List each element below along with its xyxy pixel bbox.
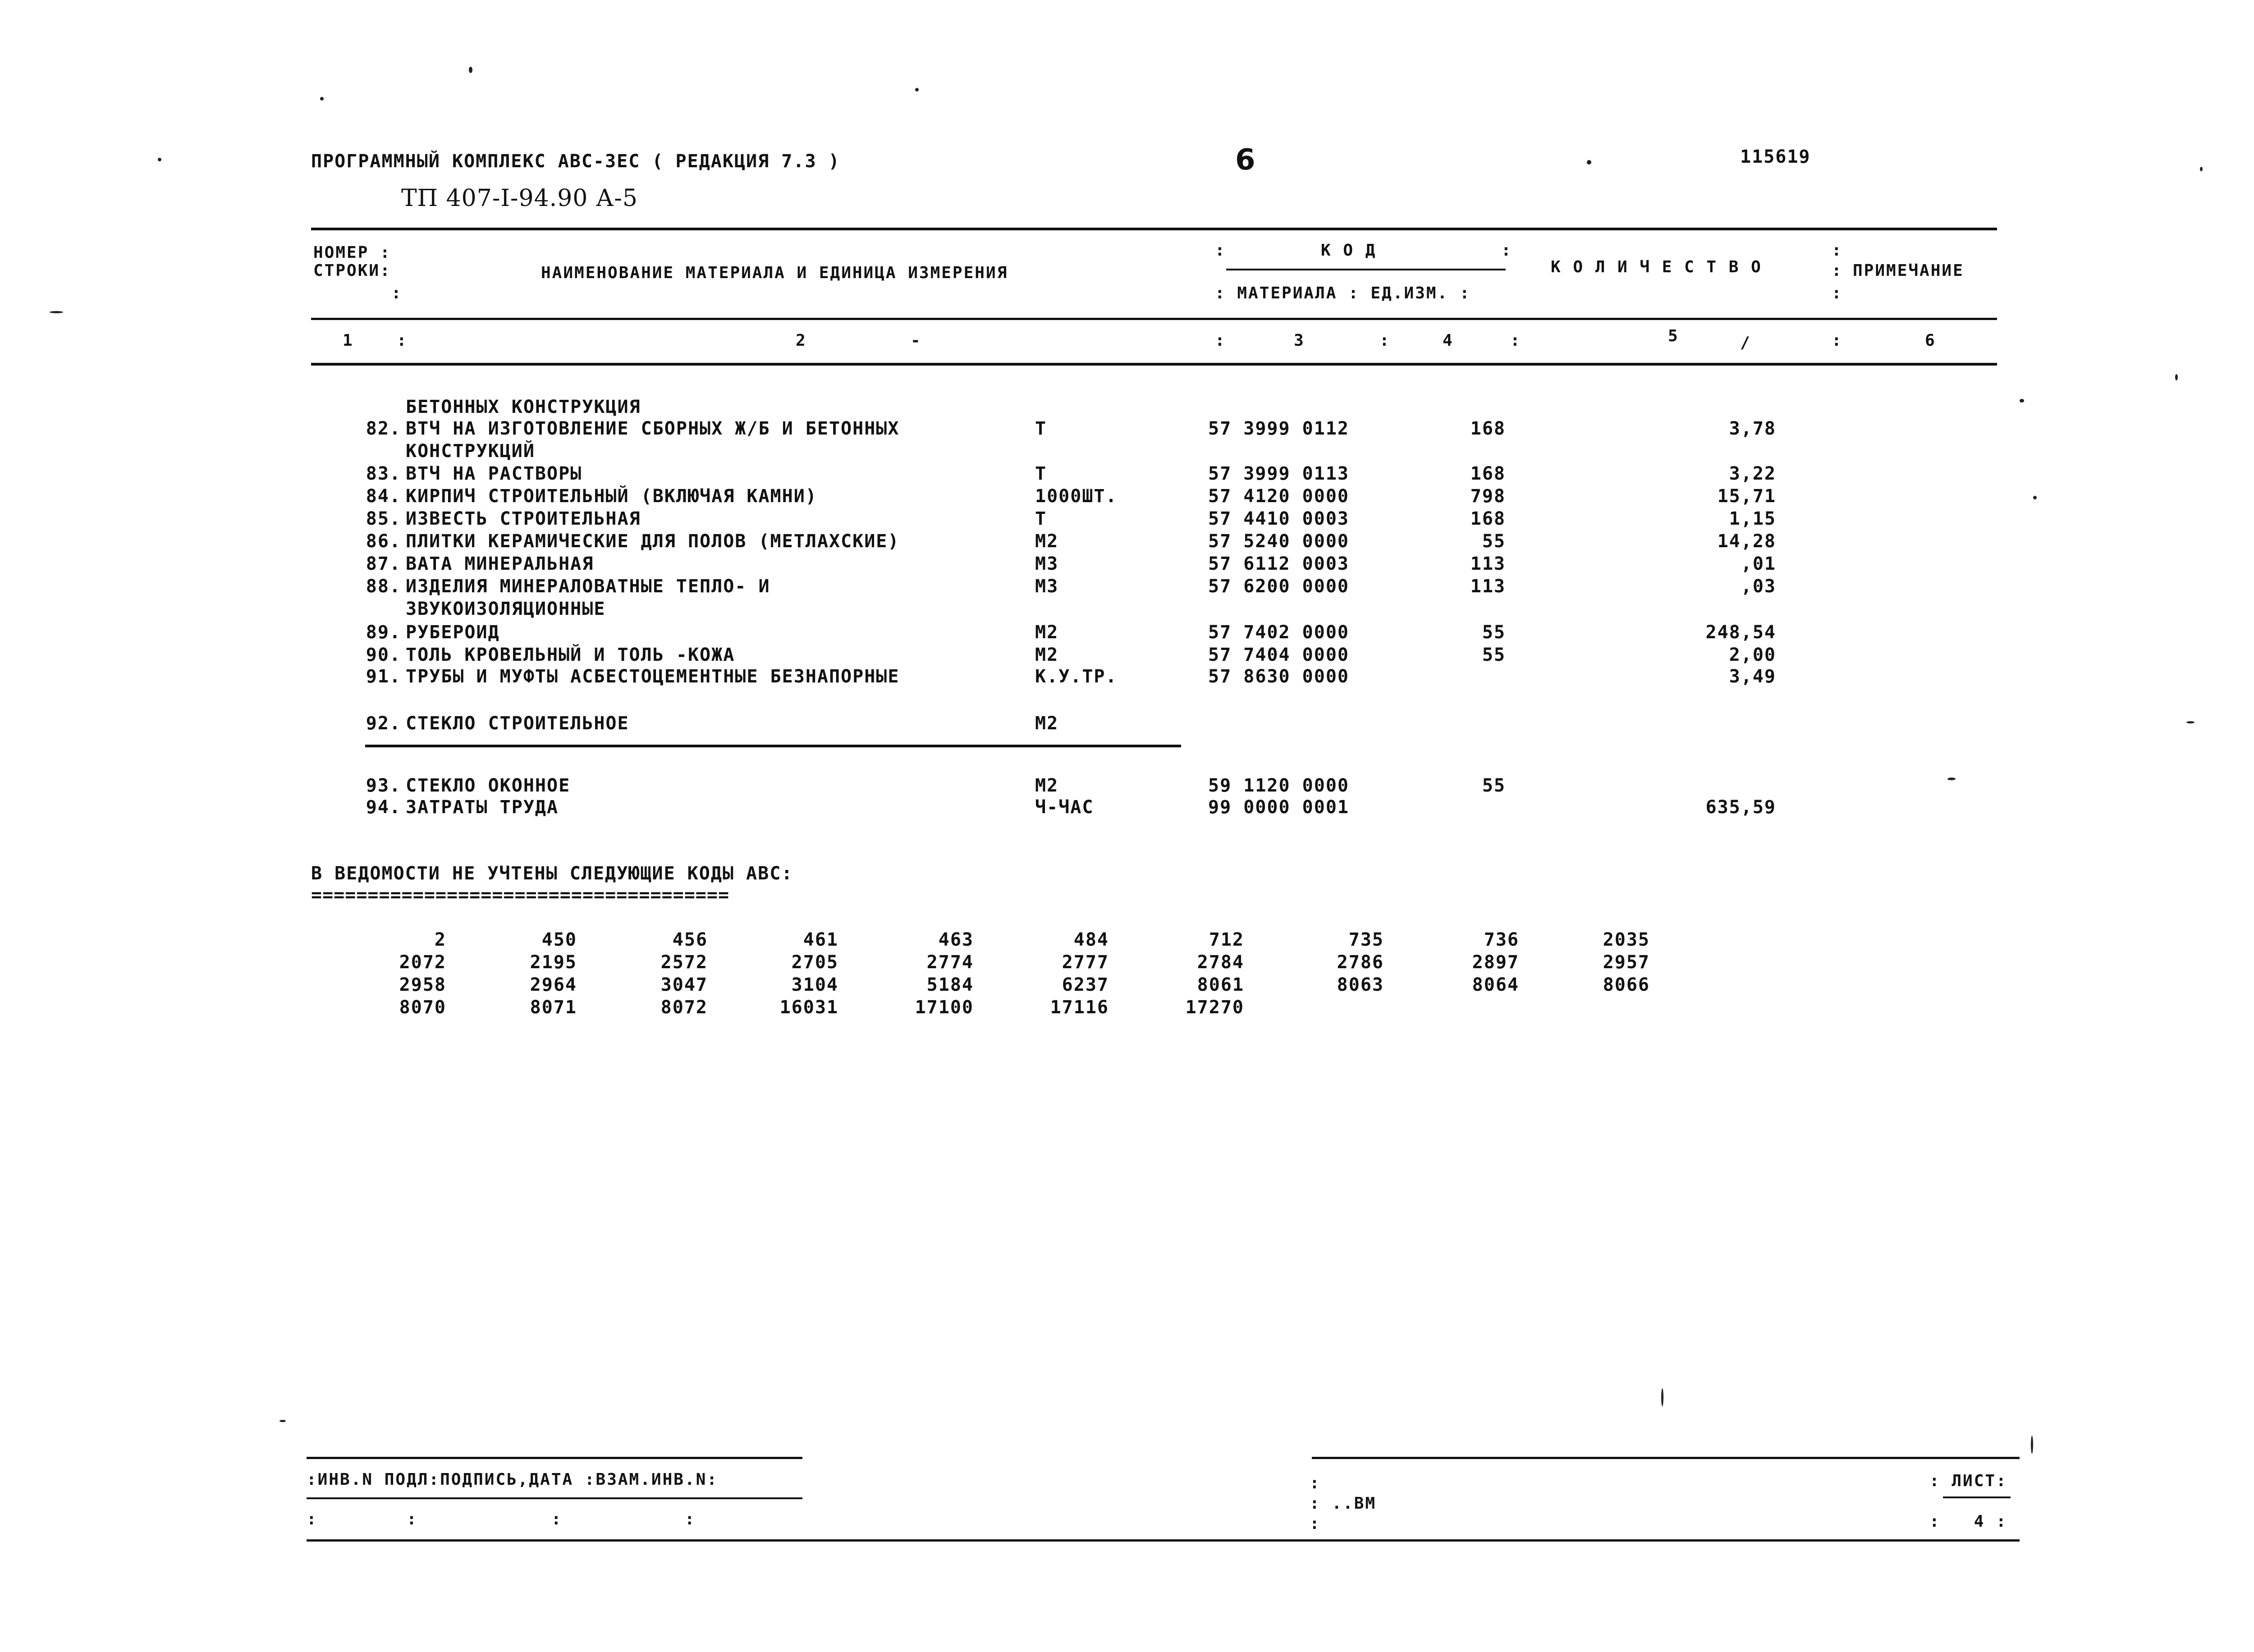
row-name: КИРПИЧ СТРОИТЕЛЬНЫЙ (ВКЛЮЧАЯ КАМНИ) bbox=[406, 486, 817, 507]
colnum-sep-2: : bbox=[1215, 331, 1226, 350]
code-value: 6237 bbox=[1062, 975, 1109, 995]
code-value: 2957 bbox=[1603, 952, 1650, 973]
row-no-header-l3: : bbox=[391, 284, 403, 302]
row-measure-code: 55 bbox=[1482, 645, 1506, 665]
code-value: 2897 bbox=[1472, 952, 1519, 973]
scan-speck bbox=[469, 67, 472, 73]
row-code: 57 7404 0000 bbox=[1208, 645, 1349, 665]
scan-speck bbox=[2200, 167, 2203, 171]
title-block-top-rule bbox=[1312, 1457, 2020, 1459]
row-code: 57 4410 0003 bbox=[1208, 508, 1349, 529]
colnum-5: 5 bbox=[1668, 327, 1679, 345]
code-subheader: : МАТЕРИАЛА : ЕД.ИЗМ. : bbox=[1215, 284, 1471, 302]
document-number: 115619 bbox=[1740, 146, 1811, 167]
sheet-number: : 4 : bbox=[1929, 1512, 2007, 1531]
code-header: К О Д bbox=[1321, 241, 1377, 260]
sheet-split-rule bbox=[1943, 1496, 2011, 1498]
code-value: 712 bbox=[1209, 929, 1244, 950]
row-measure-code: 168 bbox=[1470, 463, 1506, 484]
scan-speck bbox=[2175, 374, 2178, 380]
section-rule bbox=[365, 745, 1181, 747]
row-number: 85. bbox=[366, 508, 401, 529]
table-row bbox=[0, 713, 2254, 737]
colnum-sep-4: : bbox=[1510, 331, 1521, 350]
scan-speck bbox=[158, 158, 161, 161]
table-row bbox=[0, 645, 2254, 668]
row-unit: Ч-ЧАС bbox=[1035, 797, 1094, 818]
scan-speck bbox=[1661, 1388, 1663, 1406]
row-code: 57 6200 0000 bbox=[1208, 576, 1349, 597]
row-quantity: 3,49 bbox=[1729, 666, 1776, 687]
colnum-sep-3: : bbox=[1379, 331, 1391, 350]
row-measure-code: 798 bbox=[1470, 486, 1506, 507]
code-value: 2572 bbox=[660, 952, 708, 973]
code-value: 17270 bbox=[1185, 997, 1244, 1018]
code-value: 2786 bbox=[1337, 952, 1384, 973]
row-name: СТЕКЛО ОКОННОЕ bbox=[406, 775, 571, 796]
scan-speck bbox=[2033, 496, 2037, 499]
note-header: ПРИМЕЧАНИЕ bbox=[1853, 261, 1964, 280]
row-unit: М3 bbox=[1035, 554, 1059, 574]
code-value: 3047 bbox=[660, 975, 708, 995]
row-name: ТРУБЫ И МУФТЫ АСБЕСТОЦЕМЕНТНЫЕ БЕЗНАПОРНЫЕ bbox=[406, 666, 900, 687]
row-code: 57 7402 0000 bbox=[1208, 622, 1349, 643]
codes-row bbox=[0, 952, 2254, 975]
row-name: ТОЛЬ КРОВЕЛЬНЫЙ И ТОЛЬ -КОЖА bbox=[406, 645, 735, 665]
code-sep-a: : bbox=[1215, 241, 1226, 260]
row-name: ПЛИТКИ КЕРАМИЧЕСКИЕ ДЛЯ ПОЛОВ (МЕТЛАХСКИЕ) bbox=[406, 531, 900, 552]
qty-sep-c: : bbox=[1832, 284, 1843, 302]
row-no-header-l1: НОМЕР : bbox=[313, 243, 391, 262]
scan-speck bbox=[1947, 778, 1956, 780]
row-code: 57 3999 0113 bbox=[1208, 463, 1349, 484]
row-code: 57 8630 0000 bbox=[1208, 666, 1349, 687]
colnum-2: 2 bbox=[796, 331, 807, 350]
scan-speck bbox=[1587, 160, 1591, 165]
code-value: 2072 bbox=[399, 952, 446, 973]
row-number: 82. bbox=[366, 418, 401, 439]
stamp-row: : : : : bbox=[307, 1510, 696, 1528]
row-quantity: 14,28 bbox=[1717, 531, 1776, 552]
table-row bbox=[0, 576, 2254, 599]
colnum-3: 3 bbox=[1294, 331, 1305, 350]
colnum-1: 1 bbox=[343, 331, 354, 350]
code-value: 8061 bbox=[1197, 975, 1244, 995]
qty-sep-b: : bbox=[1832, 261, 1843, 280]
row-unit: М2 bbox=[1035, 622, 1059, 643]
row-quantity: 15,71 bbox=[1717, 486, 1776, 507]
row-measure-code: 168 bbox=[1470, 508, 1506, 529]
codes-row bbox=[0, 997, 2254, 1020]
codes-row bbox=[0, 929, 2254, 953]
code-value: 3104 bbox=[791, 975, 838, 995]
row-quantity: 635,59 bbox=[1705, 797, 1776, 818]
row-measure-code: 113 bbox=[1470, 554, 1506, 574]
colnum-bottom-rule bbox=[311, 363, 1997, 366]
note-title: В ВЕДОМОСТИ НЕ УЧТЕНЫ СЛЕДУЮЩИЕ КОДЫ АВС: bbox=[311, 863, 793, 884]
table-row bbox=[0, 666, 2254, 690]
table-row bbox=[0, 508, 2254, 532]
row-name: ЗАТРАТЫ ТРУДА bbox=[406, 797, 559, 818]
row-code: 57 4120 0000 bbox=[1208, 486, 1349, 507]
quantity-header: К О Л И Ч Е С Т В О bbox=[1551, 258, 1762, 276]
scan-speck bbox=[279, 1420, 286, 1422]
code-value: 450 bbox=[541, 929, 577, 950]
row-unit: 1000ШТ. bbox=[1035, 486, 1118, 507]
table-row bbox=[0, 775, 2254, 799]
row-quantity: ,01 bbox=[1741, 554, 1776, 574]
continuation-text: БЕТОННЫХ КОНСТРУКЦИЯ bbox=[406, 397, 641, 417]
table-row bbox=[0, 554, 2254, 577]
row-no-header-l2: СТРОКИ: bbox=[313, 261, 391, 280]
code-value: 2784 bbox=[1197, 952, 1244, 973]
colnum-sep-5: : bbox=[1832, 331, 1843, 350]
row-measure-code: 55 bbox=[1482, 622, 1506, 643]
code-value: 5184 bbox=[926, 975, 974, 995]
code-value: 2705 bbox=[791, 952, 838, 973]
code-value: 2964 bbox=[530, 975, 577, 995]
code-value: 456 bbox=[672, 929, 708, 950]
code-value: 2777 bbox=[1062, 952, 1109, 973]
stamp-mid-rule bbox=[307, 1497, 802, 1499]
code-value: 2774 bbox=[926, 952, 974, 973]
row-name-continued: КОНСТРУКЦИЙ bbox=[406, 441, 535, 462]
name-header: НАИМЕНОВАНИЕ МАТЕРИАЛА И ЕДИНИЦА ИЗМЕРЕНИЯ bbox=[541, 264, 1008, 282]
row-unit: К.У.ТР. bbox=[1035, 666, 1118, 687]
code-value: 461 bbox=[803, 929, 838, 950]
row-quantity: 1,15 bbox=[1729, 508, 1776, 529]
row-code: 57 5240 0000 bbox=[1208, 531, 1349, 552]
code-value: 16031 bbox=[779, 997, 838, 1018]
code-value: 484 bbox=[1073, 929, 1109, 950]
scan-speck bbox=[2020, 399, 2024, 403]
row-quantity: 3,78 bbox=[1729, 418, 1776, 439]
code-value: 735 bbox=[1348, 929, 1384, 950]
row-name: ВАТА МИНЕРАЛЬНАЯ bbox=[406, 554, 594, 574]
scan-speck bbox=[2031, 1436, 2033, 1454]
code-value: 8063 bbox=[1337, 975, 1384, 995]
row-number: 94. bbox=[366, 797, 401, 818]
stamp-top-rule bbox=[307, 1457, 802, 1459]
row-measure-code: 55 bbox=[1482, 531, 1506, 552]
title-block-colon-2: : bbox=[1310, 1515, 1321, 1533]
code-value: 8064 bbox=[1472, 975, 1519, 995]
code-value: 17116 bbox=[1050, 997, 1109, 1018]
table-row bbox=[0, 418, 2254, 442]
row-name: ИЗВЕСТЬ СТРОИТЕЛЬНАЯ bbox=[406, 508, 641, 529]
row-measure-code: 55 bbox=[1482, 775, 1506, 796]
row-number: 90. bbox=[366, 645, 401, 665]
code-value: 17100 bbox=[915, 997, 974, 1018]
row-name: СТЕКЛО СТРОИТЕЛЬНОЕ bbox=[406, 713, 629, 734]
code-sep-b: : bbox=[1501, 241, 1512, 260]
title-block-text: : ..ВМ bbox=[1310, 1494, 1377, 1513]
table-row bbox=[0, 531, 2254, 554]
row-number: 92. bbox=[366, 713, 401, 734]
code-value: 463 bbox=[938, 929, 974, 950]
row-quantity: 248,54 bbox=[1705, 622, 1776, 643]
row-measure-code: 168 bbox=[1470, 418, 1506, 439]
code-value: 8071 bbox=[530, 997, 577, 1018]
scan-speck bbox=[915, 88, 919, 92]
table-row bbox=[0, 622, 2254, 645]
row-code: 57 6112 0003 bbox=[1208, 554, 1349, 574]
row-name: ВТЧ НА ИЗГОТОВЛЕНИЕ СБОРНЫХ Ж/Б И БЕТОННЫХ bbox=[406, 418, 900, 439]
row-unit: Т bbox=[1035, 418, 1047, 439]
row-number: 87. bbox=[366, 554, 401, 574]
row-number: 88. bbox=[366, 576, 401, 597]
code-split-rule bbox=[1226, 269, 1506, 270]
row-quantity: ,03 bbox=[1741, 576, 1776, 597]
row-number: 93. bbox=[366, 775, 401, 796]
code-value: 8072 bbox=[660, 997, 708, 1018]
scan-speck bbox=[50, 311, 63, 313]
footer-bottom-rule bbox=[307, 1539, 2020, 1542]
code-value: 8070 bbox=[399, 997, 446, 1018]
codes-row bbox=[0, 975, 2254, 998]
stamp-header: :ИНВ.N ПОДЛ:ПОДПИСЬ,ДАТА :ВЗАМ.ИНВ.N: bbox=[307, 1470, 718, 1489]
row-unit: Т bbox=[1035, 463, 1047, 484]
row-name: ВТЧ НА РАСТВОРЫ bbox=[406, 463, 582, 484]
row-unit: М2 bbox=[1035, 531, 1059, 552]
row-number: 83. bbox=[366, 463, 401, 484]
row-number: 89. bbox=[366, 622, 401, 643]
table-row bbox=[0, 797, 2254, 820]
qty-sep-a: : bbox=[1832, 241, 1843, 260]
row-unit: Т bbox=[1035, 508, 1047, 529]
row-unit: М2 bbox=[1035, 645, 1059, 665]
row-number: 84. bbox=[366, 486, 401, 507]
sheet-label: : ЛИСТ: bbox=[1929, 1472, 2007, 1490]
row-measure-code: 113 bbox=[1470, 576, 1506, 597]
row-code: 57 3999 0112 bbox=[1208, 418, 1349, 439]
colnum-mark-5: / bbox=[1740, 334, 1751, 352]
row-unit: М2 bbox=[1035, 713, 1059, 734]
code-value: 2 bbox=[434, 929, 446, 950]
row-quantity: 3,22 bbox=[1729, 463, 1776, 484]
table-row bbox=[0, 486, 2254, 509]
row-name: РУБЕРОИД bbox=[406, 622, 500, 643]
row-unit: М3 bbox=[1035, 576, 1059, 597]
colnum-sep-1: : bbox=[397, 331, 408, 350]
colnum-mark: - bbox=[911, 331, 922, 350]
row-code: 99 0000 0001 bbox=[1208, 797, 1349, 818]
header-bottom-rule bbox=[311, 318, 1997, 320]
scan-speck bbox=[320, 97, 324, 101]
row-number: 91. bbox=[366, 666, 401, 687]
colnum-4: 4 bbox=[1443, 331, 1454, 350]
code-value: 2195 bbox=[530, 952, 577, 973]
row-name: ИЗДЕЛИЯ МИНЕРАЛОВАТНЫЕ ТЕПЛО- И bbox=[406, 576, 770, 597]
code-value: 2958 bbox=[399, 975, 446, 995]
title-block-colon: : bbox=[1310, 1474, 1321, 1492]
table-row bbox=[0, 463, 2254, 487]
page-number: 6 bbox=[1235, 143, 1255, 177]
code-value: 736 bbox=[1484, 929, 1519, 950]
row-unit: М2 bbox=[1035, 775, 1059, 796]
code-value: 2035 bbox=[1603, 929, 1650, 950]
row-quantity: 2,00 bbox=[1729, 645, 1776, 665]
row-code: 59 1120 0000 bbox=[1208, 775, 1349, 796]
code-value: 8066 bbox=[1603, 975, 1650, 995]
colnum-6: 6 bbox=[1925, 331, 1936, 350]
project-code: ТП 407-I-94.90 А-5 bbox=[401, 185, 638, 212]
row-number: 86. bbox=[366, 531, 401, 552]
header-top-rule bbox=[311, 228, 1997, 230]
scan-speck bbox=[2186, 721, 2194, 723]
note-underline: ===================================== bbox=[311, 885, 730, 906]
program-title: ПРОГРАММНЫЙ КОМПЛЕКС АВС-3ЕС ( РЕДАКЦИЯ 7.3 ) bbox=[311, 151, 840, 172]
row-name-continued: ЗВУКОИЗОЛЯЦИОННЫЕ bbox=[406, 599, 606, 619]
